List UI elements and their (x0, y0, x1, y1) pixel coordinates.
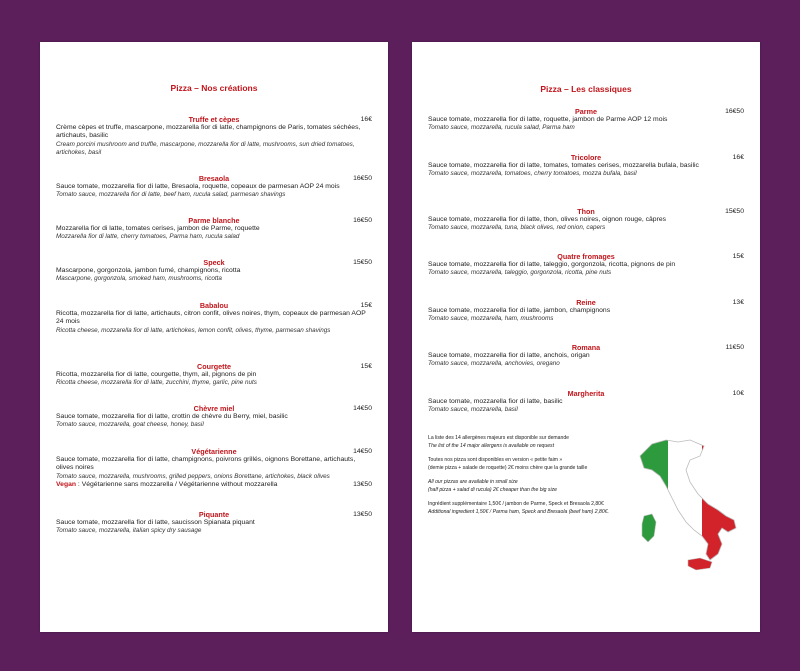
item-price: 15€ (732, 253, 744, 260)
item-desc-en: Cream porcini mushroom and truffle, mascarpone, mozzarella fior di latte, mushrooms, sun dried tomatoes, artichokes, basil (56, 140, 355, 156)
item-name: Margherita (567, 389, 605, 398)
item-price: 15€ (360, 302, 372, 309)
item-desc-en: Tomato sauce, mozzarella, italian spicy dry sausage (56, 527, 202, 535)
menu-notes (428, 435, 638, 516)
italy-flag-map-icon (630, 436, 740, 576)
item-name: Speck (203, 258, 225, 267)
item-name: Tricolore (570, 153, 602, 162)
item-price: 10€ (732, 390, 744, 397)
item-name: Courgette (197, 362, 231, 371)
item-desc: Sauce tomate, mozzarella fior di latte, crottin de chèvre du Berry, miel, basilic (56, 413, 288, 420)
section-title: Pizza – Nos créations (170, 83, 258, 93)
small-size-note-fr-detail: (demie pizza + salade de roquette) 2€ moins chère que la grande taille (428, 464, 588, 471)
item-price: 14€50 (353, 405, 372, 412)
item-desc-en: Tomato sauce, mozzarella, anchovies, oregano (428, 360, 560, 368)
item-price: 11€50 (725, 344, 744, 351)
item-desc: Mascarpone, gorgonzola, jambon fumé, champignons, ricotta (56, 267, 241, 274)
item-desc-en: Tomato sauce, mozzarella, rucula salad, Parma ham (428, 124, 575, 132)
item-name: Quatre fromages (557, 252, 615, 261)
item-desc: Sauce tomate, mozzarella fior di latte, jambon, champignons (428, 307, 611, 314)
item-desc-en: Tomato sauce, mozzarella, taleggio, gorgonzola, ricotta, pine nuts (428, 269, 612, 277)
menu-item (56, 404, 372, 429)
vegan-label: Vegan (56, 480, 77, 488)
item-price: 16€50 (725, 108, 744, 115)
item-price: 13€50 (353, 511, 372, 518)
menu-item (428, 153, 744, 178)
menu-page-nos-creations (40, 42, 388, 632)
item-name: Parme blanche (188, 216, 240, 225)
item-name: Reine (576, 298, 596, 307)
item-name: Piquante (198, 510, 230, 519)
menu-item (56, 258, 372, 283)
vegan-text: : Végétarienne sans mozzarella / Végétarienne without mozzarella (76, 480, 278, 488)
item-name: Thon (577, 207, 595, 216)
item-desc: Sauce tomate, mozzarella fior di latte, taleggio, gorgonzola, ricotta, pignons de pin (428, 261, 676, 268)
menu-item (56, 301, 372, 335)
item-desc-en: Tomato sauce, mozzarella, tomatoes, cherry tomatoes, mozza bufala, basil (428, 170, 637, 178)
menu-item (56, 174, 372, 199)
menu-item (428, 298, 744, 323)
menu-item (428, 207, 744, 232)
item-price: 15€ (360, 363, 372, 370)
item-desc: Sauce tomate, mozzarella fior di latte, roquette, jambon de Parme AOP 12 mois (428, 116, 668, 123)
menu-item (56, 362, 372, 387)
item-price: 16€ (360, 116, 372, 123)
small-size-note-en-detail: (half pizza + salad di rucula) 2€ cheaper than the big size (428, 486, 557, 493)
item-price: 15€50 (725, 208, 744, 215)
item-desc-en: Tomato sauce, mozzarella fior di latte, beef ham, rucula salad, parmesan shavings (56, 191, 286, 199)
item-desc: Sauce tomate, mozzarella fior di latte, champignons, poivrons grillés, oignons Borettane, artichauts, olives noires (56, 456, 356, 472)
item-name: Romana (571, 343, 601, 352)
item-name: Végétarienne (191, 447, 237, 456)
item-price: 13€ (732, 299, 744, 306)
item-desc: Sauce tomate, mozzarella fior di latte, Bresaola, roquette, copeaux de parmesan AOP 24 mois (56, 183, 340, 190)
item-desc-en: Mascarpone, gorgonzola, smoked ham, mushrooms, ricotta (56, 275, 222, 283)
menu-item (428, 252, 744, 277)
item-desc: Crème cèpes et truffe, mascarpone, mozzarella fior di latte, champignons de Paris, tomates séchées, artichauts, basilic (56, 124, 361, 140)
item-price: 14€50 (353, 448, 372, 455)
menu-item (428, 107, 744, 132)
item-desc-en: Mozzarella fior di latte, cherry tomatoes, Parma ham, rucula salad (56, 233, 240, 241)
menu-item (56, 216, 372, 241)
item-desc-en: Tomato sauce, mozzarella, goat cheese, honey, basil (56, 421, 204, 429)
extra-ingredient-note-en: Additional ingredient 1,50€ / Parma ham, Speck and Bresaola (beef ham) 2,80€. (428, 508, 609, 515)
section-title: Pizza – Les classiques (540, 84, 632, 94)
item-desc-en: Tomato sauce, mozzarella, tuna, black olives, red onion, capers (428, 224, 606, 232)
item-desc: Sauce tomate, mozzarella fior di latte, tomates, tomates cerises, mozzarella bufala, basilic (428, 162, 699, 169)
item-desc: Sauce tomate, mozzarella fior di latte, basilic (428, 398, 563, 405)
small-size-note-fr: Toutes nos pizza sont disponibles en version « petite faim » (428, 457, 563, 463)
item-name: Parme (575, 107, 597, 116)
item-name: Bresaola (198, 174, 230, 183)
item-desc-en: Tomato sauce, mozzarella, mushrooms, grilled peppers, onions Borettane, artichokes, black olives (56, 472, 330, 480)
menu-page-les-classiques (412, 42, 760, 632)
menu-item (56, 115, 372, 157)
item-desc: Mozzarella fior di latte, tomates cerises, jambon de Parme, roquette (56, 225, 260, 232)
extra-ingredient-note-fr: Ingrédient supplémentaire 1,50€ / jambon de Parme, Speck et Bresaola 2,80€ (428, 501, 604, 507)
item-desc-en: Ricotta cheese, mozzarella fior di latte, zucchini, thyme, garlic, pine nuts (56, 379, 257, 387)
vegan-option (56, 481, 372, 489)
item-desc: Sauce tomate, mozzarella fior di latte, anchois, origan (428, 352, 590, 359)
menu-item (428, 343, 744, 368)
menu-item (56, 447, 372, 489)
item-price: 16€50 (353, 175, 372, 182)
allergens-note-fr: La liste des 14 allergènes majeurs est disponible sur demande (428, 435, 570, 441)
small-size-note-en: All our pizzas are available in small size (428, 479, 518, 485)
item-desc-en: Tomato sauce, mozzarella, basil (428, 406, 518, 414)
item-desc: Sauce tomate, mozzarella fior di latte, saucisson Spianata piquant (56, 519, 255, 526)
menu-item (428, 389, 744, 414)
allergens-note-en: The list of the 14 major allergens is available on request (428, 442, 554, 449)
item-price: 16€ (732, 154, 744, 161)
item-desc: Ricotta, mozzarella fior di latte, courgette, thym, ail, pignons de pin (56, 371, 257, 378)
item-desc: Sauce tomate, mozzarella fior di latte, thon, olives noires, oignon rouge, câpres (428, 216, 667, 223)
item-price: 16€50 (353, 217, 372, 224)
item-desc: Ricotta, mozzarella fior di latte, artichauts, citron confit, olives noires, thym, copeaux de parmesan AOP 24 mois (56, 310, 366, 326)
menu-item (56, 510, 372, 535)
item-price: 15€50 (353, 259, 372, 266)
item-desc-en: Tomato sauce, mozzarella, ham, mushrooms (428, 315, 554, 323)
vegan-price: 13€50 (353, 480, 372, 488)
item-name: Babalou (199, 301, 229, 310)
item-name: Chèvre miel (193, 404, 235, 413)
item-name: Truffe et cèpes (188, 115, 240, 124)
item-desc-en: Ricotta cheese, mozzarella fior di latte, artichokes, lemon confit, olives, thyme, parmesan shavings (56, 326, 331, 334)
